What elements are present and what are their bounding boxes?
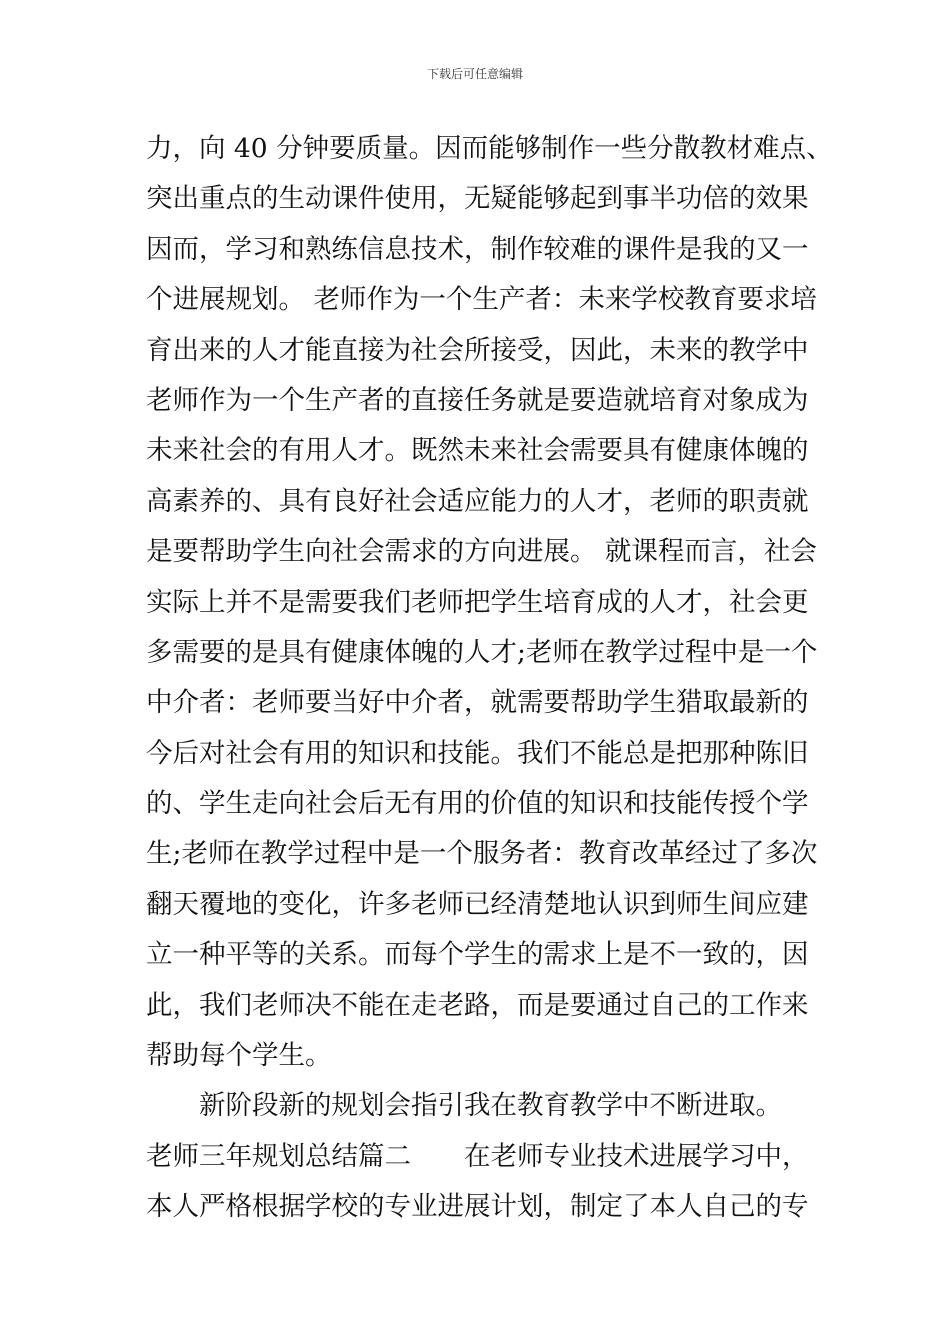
text-line: 多需要的是具有健康体魄的人才;老师在教学过程中是一个 — [146, 636, 818, 668]
text-line: 是要帮助学生向社会需求的方向进展。 就课程而言，社会 — [146, 536, 817, 568]
text-line: 实际上并不是需要我们老师把学生培育成的人才，社会更 — [146, 586, 809, 618]
page-header: 下载后可任意编辑 — [426, 67, 523, 81]
text-line: 因而，学习和熟练信息技术，制作较难的课件是我的又一 — [146, 233, 809, 265]
text-line: 个进展规划。 老师作为一个生产者：未来学校教育要求培 — [146, 284, 817, 316]
text-line: 本人严格根据学校的专业进展计划，制定了本人自己的专 — [146, 1191, 809, 1223]
text-line: 未来社会的有用人才。既然未来社会需要具有健康体魄的 — [146, 435, 809, 467]
text-line: 生;老师在教学过程中是一个服务者：教育改革经过了多次 — [146, 838, 818, 870]
body-text — [146, 124, 833, 1233]
text-line: 老师作为一个生产者的直接任务就是要造就培育对象成为 — [146, 384, 809, 416]
text-line: 高素养的、具有良好社会适应能力的人才，老师的职责就 — [146, 485, 809, 517]
text-line: 帮助每个学生。 — [146, 1040, 332, 1072]
section-heading-line: 老师三年规划总结篇二 在老师专业技术进展学习中， — [146, 1140, 809, 1172]
paragraph-first-line: 新阶段新的规划会指引我在教育教学中不断进取。 — [199, 1090, 782, 1122]
text-line: 此，我们老师决不能在走老路，而是要通过自己的工作来 — [146, 989, 809, 1021]
text-line: 力，向 40 分钟要质量。因而能够制作一些分散教材难点、 — [146, 133, 833, 164]
text-line: 的、学生走向社会后无有用的价值的知识和技能传授个学 — [146, 788, 809, 820]
text-line: 今后对社会有用的知识和技能。我们不能总是把那种陈旧 — [146, 737, 809, 769]
text-line: 突出重点的生动课件使用，无疑能够起到事半功倍的效果 — [146, 183, 809, 215]
text-line: 立一种平等的关系。而每个学生的需求上是不一致的，因 — [146, 939, 809, 971]
text-line: 翻天覆地的变化，许多老师已经清楚地认识到师生间应建 — [146, 888, 809, 920]
text-line: 中介者：老师要当好中介者，就需要帮助学生猎取最新的 — [146, 687, 809, 719]
text-line: 育出来的人才能直接为社会所接受，因此，未来的教学中 — [146, 334, 809, 366]
